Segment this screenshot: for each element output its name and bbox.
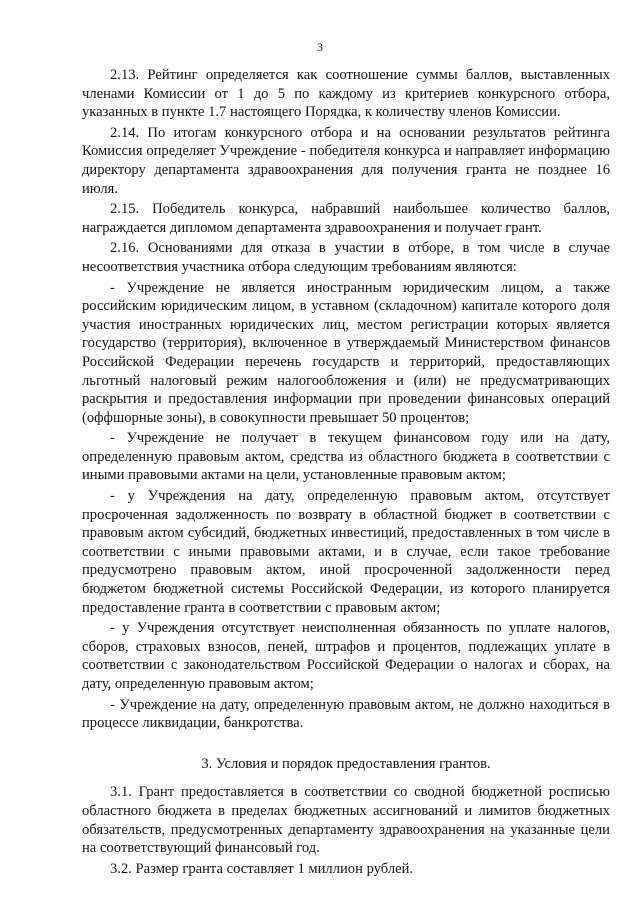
paragraph-2-15: 2.15. Победитель конкурса, набравший наибольшее количество баллов, награждается дипломом департамента здравоохранения и получает грант. — [82, 201, 610, 236]
section-3-heading: 3. Условия и порядок предоставления грантов. — [201, 755, 491, 772]
requirement-item: - у Учреждения отсутствует неисполненная обязанность по уплате налогов, сборов, страховых взносов, пеней, штрафов и процентов, подлежащих уплате в соответствии с законодательством Российской Федерации о налогах и сборах, на дату, определенную правовым актом; — [82, 620, 610, 692]
paragraph-2-16: 2.16. Основаниями для отказа в участии в отборе, в том числе в случае несоответствия участника отбора следующим требованиям являются: — [82, 240, 610, 275]
paragraph-3-1: 3.1. Грант предоставляется в соответствии со сводной бюджетной росписью областного бюджета в пределах бюджетных ассигнований и лимитов бюджетных обязательств, предусмотренных департаменту здравоохранения на указанные цели на соответствующий финансовый год. — [82, 784, 610, 857]
requirement-item: - Учреждение не является иностранным юридическим лицом, а также российским юридическим лицом, в уставном (складочном) капитале которого доля участия иностранных юридических лиц, местом регистрации которых является государство (территория), включенное в утверждаемый Министерством финансов Российской Федерации перечень государств и территорий, предоставляющих льготный налоговый режим налогообложения и (или) не предусматривающих раскрытия и предоставления информации при проведении финансовых операций (оффшорные зоны), в совокупности превышает 50 процентов; — [82, 279, 610, 426]
paragraph-3-2: 3.2. Размер гранта составляет 1 миллион рублей. — [110, 860, 414, 877]
requirement-item: - Учреждение не получает в текущем финансовом году или на дату, определенную правовым актом, средства из областного бюджета в соответствии с иными правовыми актами на цели, установленные правовым актом; — [82, 430, 610, 484]
paragraph-2-14: 2.14. По итогам конкурсного отбора и на основании результатов рейтинга Комиссия определяет Учреждение - победителя конкурса и направляет информацию директору департамента здравоохранения для получения гранта не позднее 16 июля. — [82, 124, 610, 197]
document-body — [82, 66, 610, 880]
page-number: 3 — [317, 40, 323, 54]
paragraph-2-13: 2.13. Рейтинг определяется как соотношение суммы баллов, выставленных членами Комиссии от 1 до 5 по каждому из критериев конкурсного отбора, указанных в пункте 1.7 настоящего Порядка, к количеству членов Комиссии. — [82, 67, 610, 121]
requirement-item: - Учреждение на дату, определенную правовым актом, не должно находиться в процессе ликвидации, банкротства. — [82, 696, 610, 732]
requirement-item: - у Учреждения на дату, определенную правовым актом, отсутствует просроченная задолженность по возврату в областной бюджет в соответствии с правовым актом субсидий, бюджетных инвестиций, предоставленных в том числе в соответствии с иными правовыми актами, и в случае, если такое требование предусмотрено правовым актом, иной просроченной задолженности перед бюджетом бюджетной системы Российской Федерации, из которого планируется предоставление гранта в соответствии с правовым актом; — [82, 488, 610, 616]
